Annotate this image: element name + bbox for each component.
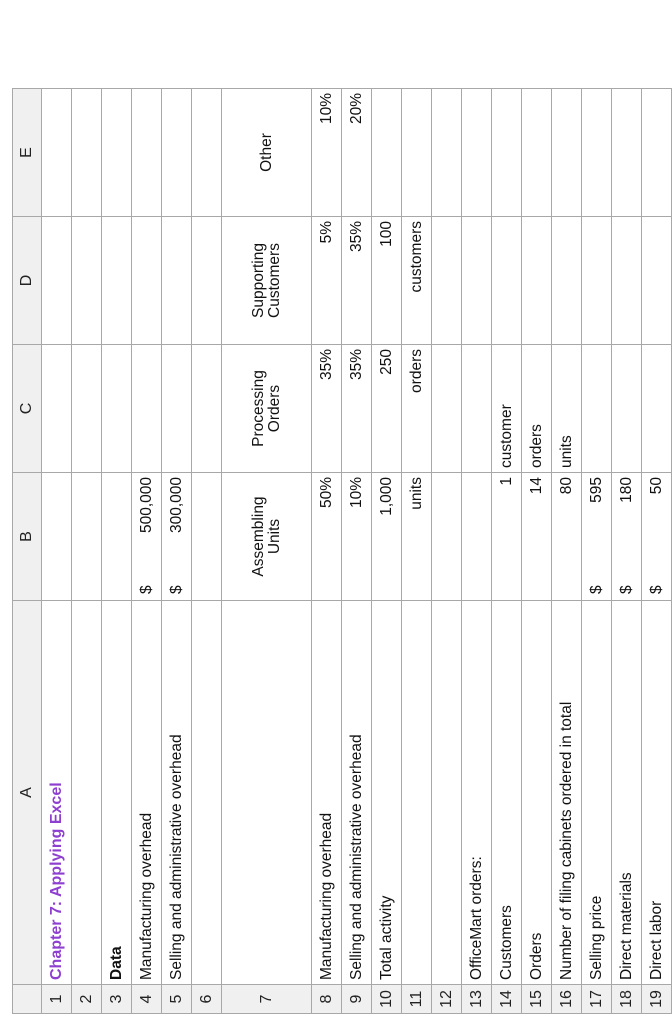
row-14 [492, 88, 522, 1014]
row-header-14[interactable]: 14 [492, 984, 522, 1014]
cell-b18[interactable] [612, 472, 642, 600]
row-9 [342, 88, 372, 1014]
row-13 [462, 88, 492, 1014]
cell-b5[interactable] [162, 472, 192, 600]
cell-e3[interactable] [102, 88, 132, 216]
cell-e1[interactable] [42, 88, 72, 216]
cell-d2[interactable] [72, 216, 102, 344]
cell-c12[interactable] [432, 344, 462, 472]
cell-d10[interactable]: 100 [372, 216, 402, 344]
cell-a12[interactable] [432, 600, 462, 984]
cell-c15[interactable] [522, 344, 552, 472]
cell-b17[interactable] [582, 472, 612, 600]
row-header-12[interactable]: 12 [432, 984, 462, 1014]
cell-e17[interactable] [582, 88, 612, 216]
row-11 [402, 88, 432, 1014]
cell-a18[interactable]: Direct materials [612, 600, 642, 984]
row-header-13[interactable]: 13 [462, 984, 492, 1014]
column-header-b[interactable]: B [12, 472, 42, 600]
cell-c9[interactable]: 35% [342, 344, 372, 472]
cell-a8[interactable]: Manufacturing overhead [312, 600, 342, 984]
column-header-d[interactable]: D [12, 216, 42, 344]
cell-e16[interactable] [552, 88, 582, 216]
cell-value: 500,000 [137, 477, 155, 534]
cell-unit: orders [527, 424, 545, 468]
sheet-title: Chapter 7: Applying Excel [47, 782, 65, 980]
cell-c1[interactable] [42, 344, 72, 472]
cell-e11[interactable] [402, 88, 432, 216]
row-header-4[interactable]: 4 [132, 984, 162, 1014]
cell-d13[interactable] [462, 216, 492, 344]
cell-c13[interactable] [462, 344, 492, 472]
row-2 [72, 88, 102, 1014]
cell-a14[interactable]: Customers [492, 600, 522, 984]
row-15 [522, 88, 552, 1014]
currency-symbol: $ [137, 585, 155, 594]
cell-e4[interactable] [132, 88, 162, 216]
column-header-e[interactable]: E [12, 88, 42, 216]
cell-d6[interactable] [192, 216, 222, 344]
row-header-5[interactable]: 5 [162, 984, 192, 1014]
cell-b9[interactable]: 10% [342, 472, 372, 600]
cell-a16[interactable]: Number of filing cabinets ordered in total [552, 600, 582, 984]
currency-symbol: $ [617, 585, 635, 594]
cell-a10[interactable]: Total activity [372, 600, 402, 984]
cell-d14[interactable] [492, 216, 522, 344]
cell-e12[interactable] [432, 88, 462, 216]
cell-unit: customer [497, 404, 515, 468]
cell-e6[interactable] [192, 88, 222, 216]
cell-a6[interactable] [192, 600, 222, 984]
row-header-11[interactable]: 11 [402, 984, 432, 1014]
cell-d8[interactable]: 5% [312, 216, 342, 344]
row-header-3[interactable]: 3 [102, 984, 132, 1014]
row-header-9[interactable]: 9 [342, 984, 372, 1014]
cell-grid [12, 88, 672, 1014]
cell-c7[interactable]: Processing Orders [222, 344, 312, 472]
cell-c11[interactable]: orders [402, 344, 432, 472]
row-header-18[interactable]: 18 [612, 984, 642, 1014]
cell-b2[interactable] [72, 472, 102, 600]
cell-d3[interactable] [102, 216, 132, 344]
cell-b14[interactable]: 1 [492, 472, 522, 600]
cell-e2[interactable] [72, 88, 102, 216]
cell-value: 300,000 [167, 477, 185, 534]
cell-c17[interactable] [582, 344, 612, 472]
cell-c18[interactable] [612, 344, 642, 472]
cell-b4[interactable] [132, 472, 162, 600]
currency-symbol: $ [167, 585, 185, 594]
cell-a7[interactable] [222, 600, 312, 984]
row-header-17[interactable]: 17 [582, 984, 612, 1014]
row-header-10[interactable]: 10 [372, 984, 402, 1014]
row-header-19[interactable]: 19 [642, 984, 672, 1014]
row-17 [582, 88, 612, 1014]
row-header-2[interactable]: 2 [72, 984, 102, 1014]
cell-c6[interactable] [192, 344, 222, 472]
cell-b3[interactable] [102, 472, 132, 600]
cell-d5[interactable] [162, 216, 192, 344]
currency-symbol: $ [647, 585, 665, 594]
row-18 [612, 88, 642, 1014]
cell-c4[interactable] [132, 344, 162, 472]
cell-value: 50 [647, 477, 665, 495]
cell-e14[interactable] [492, 88, 522, 216]
cell-e18[interactable] [612, 88, 642, 216]
row-6 [192, 88, 222, 1014]
cell-d17[interactable] [582, 216, 612, 344]
cell-d1[interactable] [42, 216, 72, 344]
cell-d19[interactable] [642, 216, 672, 344]
row-3 [102, 88, 132, 1014]
cell-d16[interactable] [552, 216, 582, 344]
cell-a19[interactable]: Direct labor [642, 600, 672, 984]
row-5 [162, 88, 192, 1014]
cell-e8[interactable]: 10% [312, 88, 342, 216]
cell-b6[interactable] [192, 472, 222, 600]
cell-c10[interactable]: 250 [372, 344, 402, 472]
cell-a13[interactable]: OfficeMart orders: [462, 600, 492, 984]
row-10 [372, 88, 402, 1014]
row-header-7[interactable]: 7 [222, 984, 312, 1014]
row-4 [132, 88, 162, 1014]
cell-c16[interactable] [552, 344, 582, 472]
cell-b8[interactable]: 50% [312, 472, 342, 600]
cell-b11[interactable]: units [402, 472, 432, 600]
row-header-1[interactable]: 1 [42, 984, 72, 1014]
row-header-8[interactable]: 8 [312, 984, 342, 1014]
row-header-16[interactable]: 16 [552, 984, 582, 1014]
row-8 [312, 88, 342, 1014]
cell-e5[interactable] [162, 88, 192, 216]
cell-d4[interactable] [132, 216, 162, 344]
cell-e15[interactable] [522, 88, 552, 216]
data-section-label: Data [107, 946, 125, 980]
cell-c5[interactable] [162, 344, 192, 472]
column-header-row [12, 88, 42, 1014]
cell-e10[interactable] [372, 88, 402, 216]
cell-d15[interactable] [522, 216, 552, 344]
cell-d18[interactable] [612, 216, 642, 344]
cell-b19[interactable] [642, 472, 672, 600]
cell-e7[interactable]: Other [222, 88, 312, 216]
cell-a11[interactable] [402, 600, 432, 984]
cell-a2[interactable] [72, 600, 102, 984]
column-header-c[interactable]: C [12, 344, 42, 472]
row-header-6[interactable]: 6 [192, 984, 222, 1014]
cell-a3[interactable] [102, 600, 132, 984]
row-1 [42, 88, 72, 1014]
row-16 [552, 88, 582, 1014]
cell-a15[interactable]: Orders [522, 600, 552, 984]
cell-b15[interactable]: 14 [522, 472, 552, 600]
cell-a5[interactable]: Selling and administrative overhead [162, 600, 192, 984]
select-all-corner[interactable] [12, 984, 42, 1014]
cell-d9[interactable]: 35% [342, 216, 372, 344]
cell-a9[interactable]: Selling and administrative overhead [342, 600, 372, 984]
cell-a17[interactable]: Selling price [582, 600, 612, 984]
cell-c8[interactable]: 35% [312, 344, 342, 472]
cell-c3[interactable] [102, 344, 132, 472]
cell-c19[interactable] [642, 344, 672, 472]
currency-symbol: $ [587, 585, 605, 594]
cell-b10[interactable]: 1,000 [372, 472, 402, 600]
row-12 [432, 88, 462, 1014]
cell-b16[interactable]: 80 [552, 472, 582, 600]
column-header-a[interactable]: A [12, 600, 42, 984]
cell-b1[interactable] [42, 472, 72, 600]
cell-b7[interactable]: Assembling Units [222, 472, 312, 600]
cell-c2[interactable] [72, 344, 102, 472]
cell-d11[interactable]: customers [402, 216, 432, 344]
cell-e13[interactable] [462, 88, 492, 216]
cell-a1[interactable] [42, 600, 72, 984]
row-19 [642, 88, 672, 1014]
cell-unit: units [557, 435, 575, 468]
cell-d7[interactable]: Supporting Customers [222, 216, 312, 344]
cell-a4[interactable]: Manufacturing overhead [132, 600, 162, 984]
row-header-15[interactable]: 15 [522, 984, 552, 1014]
cell-b12[interactable] [432, 472, 462, 600]
row-7 [222, 88, 312, 1014]
cell-e9[interactable]: 20% [342, 88, 372, 216]
cell-d12[interactable] [432, 216, 462, 344]
cell-c14[interactable] [492, 344, 522, 472]
cell-b13[interactable] [462, 472, 492, 600]
cell-e19[interactable] [642, 88, 672, 216]
cell-value: 595 [587, 477, 605, 503]
cell-value: 180 [617, 477, 635, 503]
